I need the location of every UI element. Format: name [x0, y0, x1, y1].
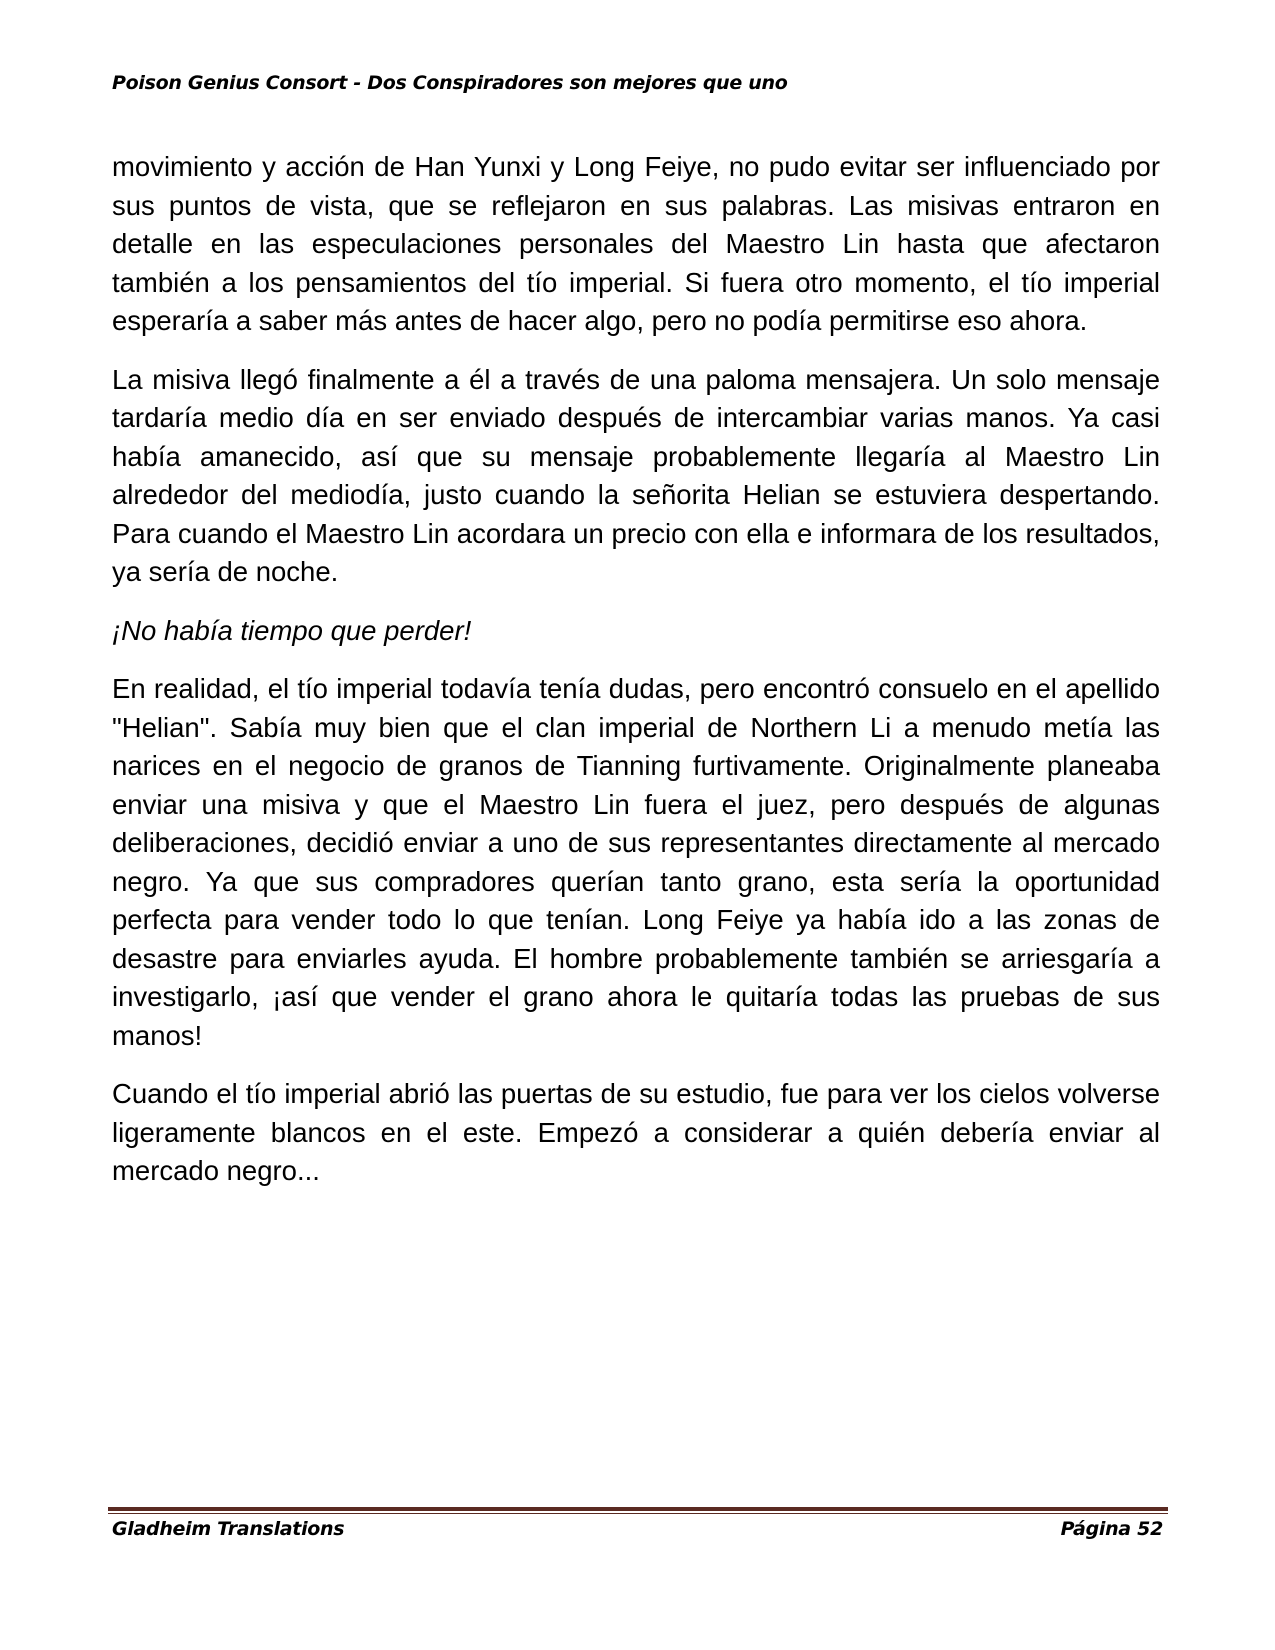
page-body [112, 148, 1160, 1211]
paragraph: movimiento y acción de Han Yunxi y Long Feiye, no pudo evitar ser influenciado por sus puntos de vista, que se reflejaron en sus palabras. Las misivas entraron en detalle en las especulaciones personales del Maestro Lin hasta que afectaron también a los pensamientos del tío imperial. Si fuera otro momento, el tío imperial esperaría a saber más antes de hacer algo, pero no podía permitirse eso ahora. [112, 151, 1160, 336]
footer-page-number: Página 52 [1060, 1518, 1163, 1540]
paragraph: Cuando el tío imperial abrió las puertas de su estudio, fue para ver los cielos volverse ligeramente blancos en el este. Empezó a considerar a quién debería enviar al mercado negro... [112, 1078, 1160, 1186]
italic-paragraph: ¡No había tiempo que perder! [112, 614, 472, 646]
footer-divider-thin [108, 1513, 1168, 1514]
paragraph: En realidad, el tío imperial todavía tenía dudas, pero encontró consuelo en el apellido "Helian". Sabía muy bien que el clan imperial de Northern Li a menudo metía las narices en el negocio de granos de Tianning furtivamente. Originalmente planeaba enviar una misiva y que el Maestro Lin fuera el juez, pero después de algunas deliberaciones, decidió enviar a uno de sus representantes directamente al mercado negro. Ya que sus compradores querían tanto grano, esta sería la oportunidad perfecta para vender todo lo que tenían. Long Feiye ya había ido a las zonas de desastre para enviarles ayuda. El hombre probablemente también se arriesgaría a investigarlo, ¡así que vender el grano ahora le quitaría todas las pruebas de sus manos! [112, 673, 1160, 1051]
footer-divider [108, 1507, 1168, 1511]
paragraph: La misiva llegó finalmente a él a través de una paloma mensajera. Un solo mensaje tardaría medio día en ser enviado después de intercambiar varias manos. Ya casi había amanecido, así que su mensaje probablemente llegaría al Maestro Lin alrededor del mediodía, justo cuando la señorita Helian se estuviera despertando. Para cuando el Maestro Lin acordara un precio con ella e informara de los resultados, ya sería de noche. [112, 363, 1160, 587]
running-header: Poison Genius Consort - Dos Conspiradores son mejores que uno [112, 72, 788, 94]
footer-publisher: Gladheim Translations [112, 1518, 345, 1540]
